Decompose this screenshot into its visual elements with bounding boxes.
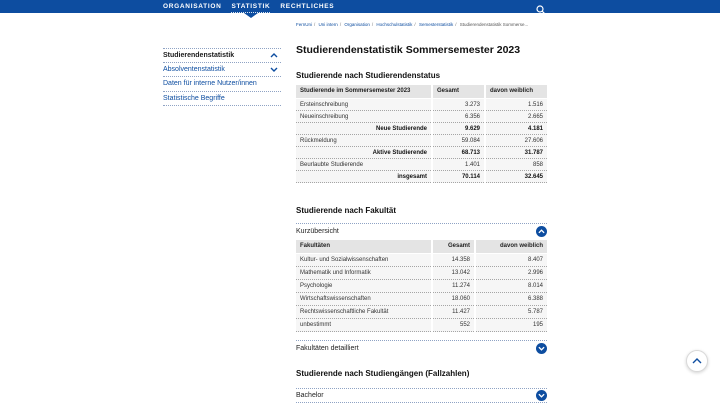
table-row bbox=[296, 267, 547, 280]
weiblich-value: 195 bbox=[476, 319, 547, 332]
breadcrumb-separator: / bbox=[371, 22, 374, 27]
breadcrumb-link[interactable]: Organisation bbox=[344, 22, 370, 27]
sidebar-item[interactable] bbox=[163, 77, 281, 92]
table-row bbox=[296, 111, 547, 123]
gesamt-value: 11.274 bbox=[433, 280, 474, 293]
table-row bbox=[296, 99, 547, 111]
breadcrumb-link[interactable]: Semesterstatistik bbox=[418, 22, 454, 27]
gesamt-value: 13.042 bbox=[433, 267, 474, 280]
weiblich-value: 27.606 bbox=[486, 135, 547, 147]
gesamt-value: 68.713 bbox=[433, 147, 484, 159]
chevron-up-icon bbox=[270, 53, 278, 58]
breadcrumb-separator: / bbox=[339, 22, 342, 27]
gesamt-value: 18.060 bbox=[433, 293, 474, 306]
gesamt-value: 3.273 bbox=[433, 99, 484, 111]
weiblich-value: 5.787 bbox=[476, 306, 547, 319]
collapsible-label: Kurzübersicht bbox=[296, 227, 339, 235]
weiblich-value: 32.645 bbox=[486, 171, 547, 183]
breadcrumb-separator: / bbox=[314, 22, 316, 27]
fakultaet-table-header-row bbox=[296, 240, 547, 253]
weiblich-value: 4.181 bbox=[486, 123, 547, 135]
breadcrumb-link[interactable]: Studierendenstatistik Sommerse... bbox=[459, 22, 529, 27]
row-label: unbestimmt bbox=[296, 319, 431, 332]
section-heading-studiengaenge: Studierende nach Studiengängen (Fallzahlen) bbox=[296, 369, 470, 378]
row-label: Neue Studierende bbox=[296, 123, 431, 135]
row-label: Beurlaubte Studierende bbox=[296, 159, 431, 171]
gesamt-value: 70.114 bbox=[433, 171, 484, 183]
nav-item[interactable]: RECHTLICHES bbox=[280, 3, 335, 10]
fakultaet-table bbox=[296, 240, 547, 332]
weiblich-value: 8.407 bbox=[476, 254, 547, 267]
table-row bbox=[296, 159, 547, 171]
chevron-up-icon[interactable] bbox=[536, 226, 547, 237]
gesamt-value: 11.427 bbox=[433, 306, 474, 319]
weiblich-value: 6.388 bbox=[476, 293, 547, 306]
column-header-weiblich: davon weiblich bbox=[486, 85, 547, 98]
table-row bbox=[296, 135, 547, 147]
collapsible-label: Fakultäten detailliert bbox=[296, 345, 359, 352]
main-nav bbox=[163, 0, 334, 13]
status-table bbox=[296, 85, 547, 183]
page-title: Studierendenstatistik Sommersemester 2023 bbox=[296, 44, 521, 56]
row-label: Wirtschaftswissenschaften bbox=[296, 293, 431, 306]
table-row bbox=[296, 306, 547, 319]
table-row bbox=[296, 147, 547, 159]
breadcrumb bbox=[296, 22, 556, 27]
weiblich-value: 8.014 bbox=[476, 280, 547, 293]
sidebar-item-label: Studierendenstatistik bbox=[163, 51, 235, 59]
nav-item[interactable]: STATISTIK bbox=[231, 0, 270, 13]
chevron-down-icon[interactable] bbox=[536, 343, 547, 354]
row-label: Aktive Studierende bbox=[296, 147, 431, 159]
section-heading-fakultaet: Studierende nach Fakultät bbox=[296, 206, 397, 215]
gesamt-value: 1.401 bbox=[433, 159, 484, 171]
scroll-to-top-button[interactable] bbox=[686, 350, 708, 372]
gesamt-value: 9.629 bbox=[433, 123, 484, 135]
collapsible-kurzuebersicht[interactable] bbox=[296, 223, 547, 238]
nav-item[interactable]: ORGANISATION bbox=[163, 3, 222, 10]
gesamt-value: 14.358 bbox=[433, 254, 474, 267]
status-table-body bbox=[296, 99, 547, 183]
table-row bbox=[296, 171, 547, 183]
chevron-down-icon[interactable] bbox=[536, 390, 547, 401]
column-header-weiblich: davon weiblich bbox=[476, 240, 547, 253]
search-icon[interactable] bbox=[536, 2, 546, 12]
weiblich-value: 858 bbox=[486, 159, 547, 171]
weiblich-value: 2.996 bbox=[476, 267, 547, 280]
table-row bbox=[296, 254, 547, 267]
row-label: Psychologie bbox=[296, 280, 431, 293]
row-label: Rechtswissenschaftliche Fakultät bbox=[296, 306, 431, 319]
sidebar bbox=[163, 48, 281, 106]
row-label: Mathematik und Informatik bbox=[296, 267, 431, 280]
table-row bbox=[296, 280, 547, 293]
column-header: Fakultäten bbox=[296, 240, 431, 253]
status-table-header-row bbox=[296, 85, 547, 98]
table-row bbox=[296, 319, 547, 332]
breadcrumb-link[interactable]: FernUni bbox=[296, 22, 313, 27]
collapsible-label: Bachelor bbox=[296, 392, 324, 399]
table-row bbox=[296, 293, 547, 306]
main-content bbox=[296, 38, 547, 403]
sidebar-item[interactable] bbox=[163, 48, 281, 63]
breadcrumb-separator: / bbox=[455, 22, 457, 27]
chevron-down-icon bbox=[270, 67, 278, 72]
gesamt-value: 59.084 bbox=[433, 135, 484, 147]
table-row bbox=[296, 123, 547, 135]
weiblich-value: 2.665 bbox=[486, 111, 547, 123]
row-label: Neueinschreibung bbox=[296, 111, 431, 123]
column-header-gesamt: Gesamt bbox=[433, 85, 484, 98]
section-heading-studierendenstatus: Studierende nach Studierendenstatus bbox=[296, 71, 441, 80]
top-navigation-bar bbox=[0, 0, 720, 13]
column-header: Studierende im Sommersemester 2023 bbox=[296, 85, 431, 98]
breadcrumb-link[interactable]: Uni intern bbox=[318, 22, 338, 27]
sidebar-item-label: Daten für interne Nutzer/innen bbox=[163, 80, 257, 88]
sidebar-item-label: Statistische Begriffe bbox=[163, 94, 225, 102]
row-label: Kultur- und Sozialwissenschaften bbox=[296, 254, 431, 267]
fakultaet-table-body bbox=[296, 254, 547, 332]
row-label: insgesamt bbox=[296, 171, 431, 183]
gesamt-value: 552 bbox=[433, 319, 474, 332]
column-header-gesamt: Gesamt bbox=[433, 240, 474, 253]
row-label: Rückmeldung bbox=[296, 135, 431, 147]
collapsible-bachelor[interactable] bbox=[296, 388, 547, 403]
weiblich-value: 1.516 bbox=[486, 99, 547, 111]
sidebar-item-label: Absolventenstatistik bbox=[163, 65, 225, 73]
sidebar-item[interactable] bbox=[163, 63, 281, 78]
breadcrumb-link[interactable]: Hochschulstatistik bbox=[376, 22, 413, 27]
weiblich-value: 31.787 bbox=[486, 147, 547, 159]
sidebar-item[interactable] bbox=[163, 92, 281, 107]
breadcrumb-separator: / bbox=[414, 22, 416, 27]
collapsible-fakultaeten-detailliert[interactable] bbox=[296, 340, 547, 356]
row-label: Ersteinschreibung bbox=[296, 99, 431, 111]
gesamt-value: 6.356 bbox=[433, 111, 484, 123]
